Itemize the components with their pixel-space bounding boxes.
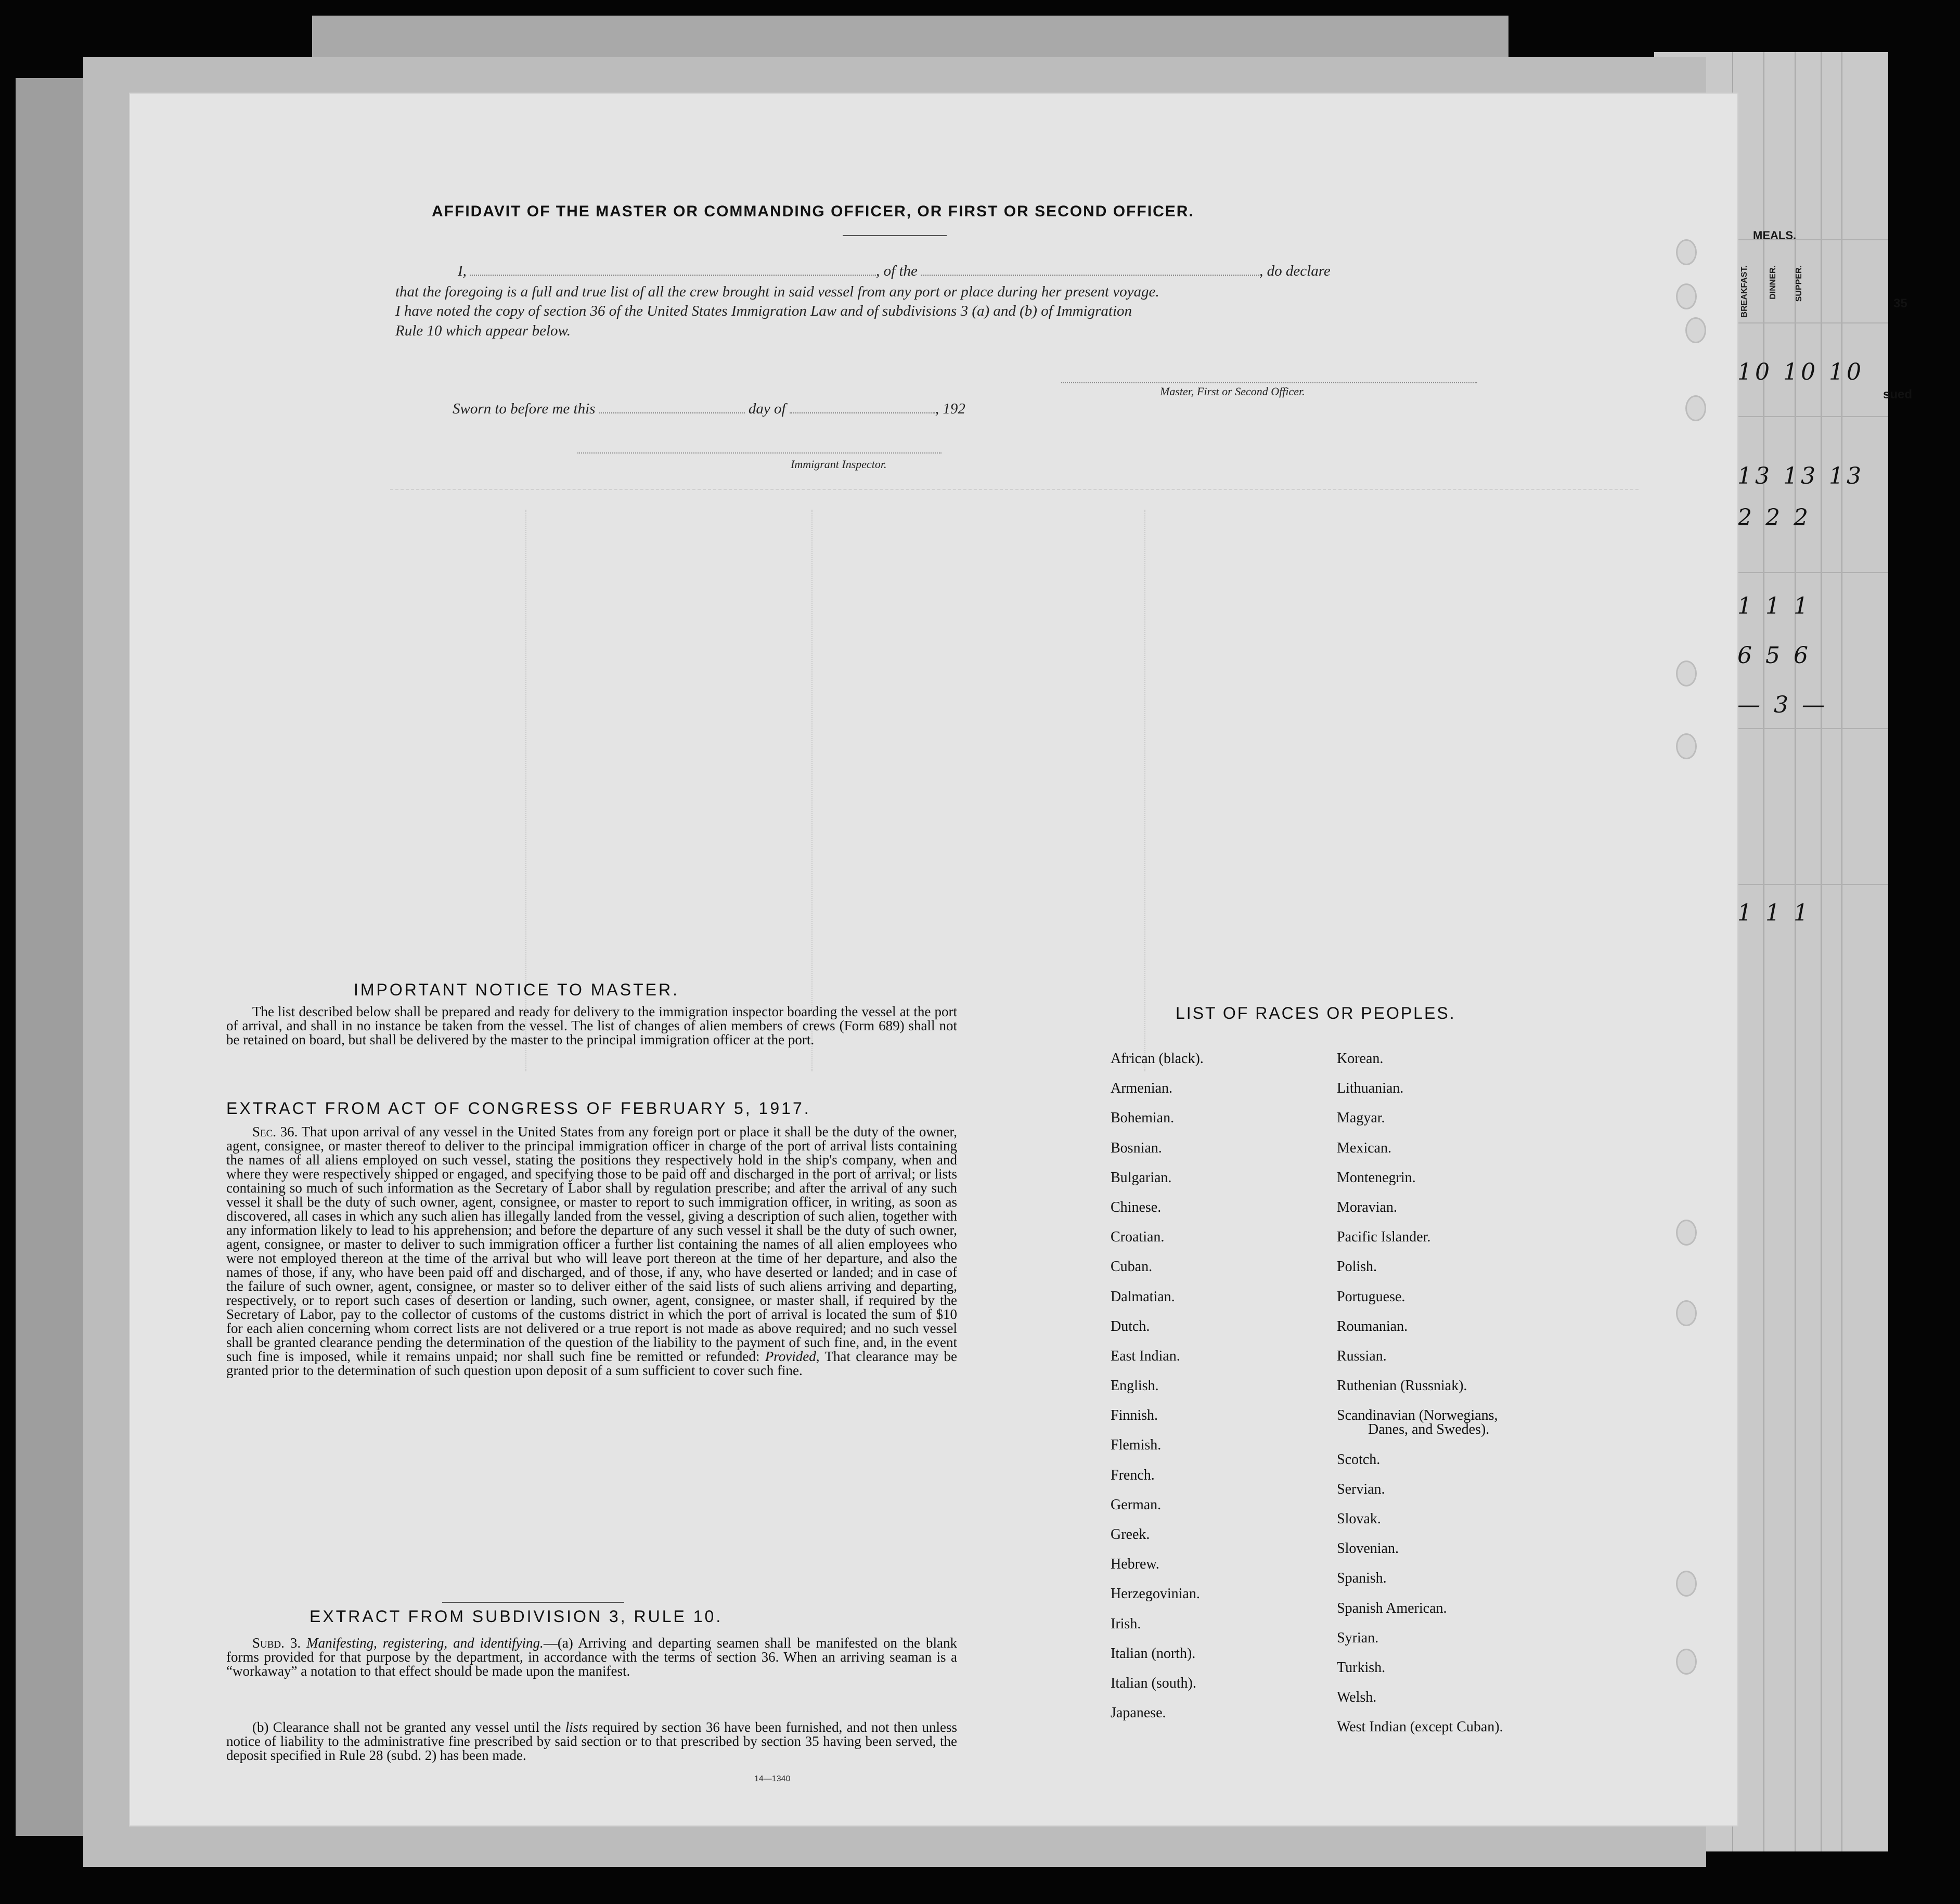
section-label: Sec. 36.	[252, 1124, 298, 1139]
inspector-signature-line[interactable]	[577, 452, 942, 454]
form-number: 14—1340	[754, 1775, 791, 1783]
master-caption: Master, First or Second Officer.	[1160, 385, 1305, 398]
race-item: Montenegrin.	[1337, 1169, 1416, 1186]
race-item: Finnish.	[1111, 1407, 1158, 1424]
meals-col-dinner: DINNER.	[1769, 265, 1777, 300]
inspector-caption: Immigrant Inspector.	[791, 458, 887, 471]
notice-text: The list described below shall be prepared and ready for delivery to the immigration inspector boarding the vessel at the port of arrival, and shall in no instance be taken from the vessel. The list of changes of alien members of crews (Form 689) shall not be retained on board, but shall be delivered by the master to the principal immigration officer at the port.	[226, 1004, 957, 1047]
meals-title: MEALS.	[1753, 229, 1797, 242]
affidavit-line-4: Rule 10 which appear below.	[395, 322, 571, 339]
race-item: Spanish American.	[1337, 1600, 1447, 1616]
race-item: Flemish.	[1111, 1437, 1162, 1454]
provided-word: Provided,	[765, 1349, 820, 1364]
name-blank[interactable]	[470, 263, 876, 276]
race-item: Cuban.	[1111, 1259, 1153, 1275]
race-item: Portuguese.	[1337, 1288, 1405, 1305]
race-item: Syrian.	[1337, 1629, 1379, 1646]
punch-hole	[1676, 239, 1697, 265]
divider	[442, 1602, 624, 1603]
meal-row: 10 10 10	[1737, 359, 1864, 385]
text: required by section 36 have been furnished, and not then unless notice of liability to the administrative fine prescribed by said section or to that prescribed by section 35 having been served, the deposit specified in Rule 28 (subd. 2) has been made.	[226, 1719, 958, 1763]
race-item: Russian.	[1337, 1348, 1387, 1364]
affidavit-line-2: that the foregoing is a full and true list of all the crew brought in said vessel from any port or place during her present voyage.	[395, 283, 1159, 300]
race-item: Chinese.	[1111, 1199, 1162, 1215]
race-item: Bosnian.	[1111, 1139, 1162, 1156]
punch-hole	[1676, 1300, 1697, 1326]
race-item: Ruthenian (Russniak).	[1337, 1378, 1467, 1394]
affidavit-line-3: I have noted the copy of section 36 of the United States Immigration Law and of subdivisions 3 (a) and (b) of Immigration	[395, 303, 1132, 319]
affidavit-line-1	[458, 263, 1331, 280]
race-item: Hebrew.	[1111, 1556, 1159, 1573]
punch-hole	[1676, 733, 1697, 759]
race-item: English.	[1111, 1378, 1159, 1394]
race-item: German.	[1111, 1496, 1162, 1513]
race-item: Korean.	[1337, 1051, 1384, 1067]
sworn-day-blank[interactable]	[599, 401, 745, 413]
race-item: West Indian (except Cuban).	[1337, 1719, 1503, 1735]
punch-hole	[1676, 1649, 1697, 1675]
subdivision-title: Manifesting, registering, and identifying.	[306, 1635, 544, 1651]
meal-row: 6 5 6	[1737, 642, 1811, 669]
punch-hole	[1676, 283, 1697, 309]
rule-extract-title: EXTRACT FROM SUBDIVISION 3, RULE 10.	[310, 1607, 723, 1626]
punch-hole	[1685, 395, 1706, 421]
meal-row: 1 1 1	[1737, 593, 1811, 619]
race-item: Herzegovinian.	[1111, 1586, 1200, 1602]
affidavit-page	[130, 94, 1737, 1825]
races-title: LIST OF RACES OR PEOPLES.	[1176, 1004, 1456, 1022]
race-item: Pacific Islander.	[1337, 1229, 1431, 1246]
race-item: East Indian.	[1111, 1348, 1180, 1364]
race-item: Greek.	[1111, 1526, 1150, 1543]
races-column-2	[1337, 1051, 1503, 1749]
text: , do declare	[1259, 263, 1331, 279]
meals-col-supper: SUPPER.	[1795, 265, 1803, 302]
race-item: Slovak.	[1337, 1511, 1381, 1527]
meal-row: 1 1 1	[1737, 900, 1811, 926]
race-item: French.	[1111, 1467, 1155, 1483]
rule-extract-text-b	[226, 1720, 957, 1763]
divider	[843, 235, 947, 236]
lists-word: lists	[565, 1719, 588, 1735]
race-item: Irish.	[1111, 1615, 1141, 1632]
text: That clearance may be granted prior to the determination of such question upon deposit of a sum sufficient to cover such fine.	[226, 1349, 958, 1378]
race-item: Turkish.	[1337, 1659, 1386, 1676]
sworn-line	[453, 400, 965, 418]
race-item: Dutch.	[1111, 1318, 1150, 1335]
punch-hole	[1676, 1220, 1697, 1246]
text: (b) Clearance shall not be granted any vessel until the	[252, 1719, 561, 1735]
race-item: Polish.	[1337, 1259, 1377, 1275]
race-item: Italian (south).	[1111, 1675, 1196, 1691]
race-item: Dalmatian.	[1111, 1288, 1175, 1305]
meal-row: — 3 —	[1737, 692, 1828, 718]
vessel-blank[interactable]	[921, 263, 1259, 276]
race-item: Slovenian.	[1337, 1540, 1399, 1557]
races-column-1	[1111, 1051, 1204, 1734]
race-item: African (black).	[1111, 1051, 1204, 1067]
act-extract-text	[226, 1125, 957, 1378]
race-item: Magyar.	[1337, 1110, 1385, 1126]
notice-title: IMPORTANT NOTICE TO MASTER.	[354, 980, 679, 999]
race-item: Scandinavian (Norwegians,	[1337, 1407, 1498, 1424]
master-signature-line[interactable]	[1061, 382, 1477, 383]
ghost-rows	[390, 489, 1639, 1061]
race-item: Moravian.	[1337, 1199, 1397, 1215]
subdivision-label: Subd. 3.	[252, 1635, 301, 1651]
text: Sworn to before me this	[453, 400, 596, 417]
race-item: Danes, and Swedes).	[1368, 1421, 1490, 1438]
race-item: Bohemian.	[1111, 1110, 1175, 1126]
text: I,	[458, 263, 467, 279]
rule-extract-text-a	[226, 1636, 957, 1678]
affidavit-title: AFFIDAVIT OF THE MASTER OR COMMANDING OFFICER, OR FIRST OR SECOND OFFICER.	[432, 203, 1194, 220]
text: That upon arrival of any vessel in the United States from any foreign port or place it shall be the duty of the owner, agent, consignee, or master thereof to deliver to the principal immigration officer in charge of the port of arrival lists containing the names of all aliens employed on such vessel, stating the positions they respectively hold in the ship's company, when and where they were respectively shipped or engaged, and specifying those to be paid off and discharged in the port of arrival; or lists containing so much of such information as the Secretary of Labor shall by regulation prescribe; and after the arrival of any such vessel it shall be the duty of such owner, agent, consignee, or master to report to such immigration officer, in writing, as soon as discovered, all cases in which any such alien has illegally landed from the vessel, giving a description of such alien, together with any information likely to lead to his apprehension; and before the departure of any such vessel it shall be the duty of such owner, agent, consignee, or master to deliver to such immigration officer a further list containing the names of all alien employees who were not employed thereon at the time of the arrival but who will leave port thereon at the time of her departure, and also the names of those, if any, who have been paid off and discharged, and of those, if any, who have deserted or landed; and in case of the failure of such owner, agent, consignee, or master so to deliver either of the said lists of such aliens arriving and departing, respectively, or to report such cases of desertion or landing, such owner, agent, consignee, or master shall, if required by the Secretary of Labor, pay to the collector of customs of the customs district in which the port of arrival is located the sum of $10 for each alien concerning whom correct lists are not delivered or a true report is not made as above required; and no such vessel shall be granted clearance pending the determination of the question of the liability to the payment of such fine, and, in the event such fine is imposed, while it remains unpaid; nor shall such fine be remitted or refunded:	[226, 1124, 958, 1364]
punch-hole	[1676, 660, 1697, 687]
meals-col-breakfast: BREAKFAST.	[1740, 265, 1749, 318]
meal-row: 2 2 2	[1737, 504, 1811, 531]
race-item: Armenian.	[1111, 1080, 1172, 1097]
race-item: Bulgarian.	[1111, 1169, 1172, 1186]
text: , of the	[876, 263, 918, 279]
text: —(a) Arriving and departing seamen shall be manifested on the blank forms provided for that purpose by the department, in accordance with the terms of section 36. When an arriving seaman is a “workaway” a notation to that effect should be made upon the manifest.	[226, 1635, 957, 1679]
text: day of	[748, 400, 786, 417]
race-item: Spanish.	[1337, 1570, 1387, 1587]
race-item: Welsh.	[1337, 1689, 1377, 1706]
punch-hole	[1676, 1571, 1697, 1597]
race-item: Croatian.	[1111, 1229, 1165, 1246]
race-item: Lithuanian.	[1337, 1080, 1404, 1097]
side-issued: sued	[1883, 387, 1913, 401]
race-item: Japanese.	[1111, 1705, 1166, 1721]
race-item: Roumanian.	[1337, 1318, 1408, 1335]
race-item: Italian (north).	[1111, 1645, 1196, 1662]
sworn-month-blank[interactable]	[790, 401, 935, 413]
race-item: Mexican.	[1337, 1139, 1391, 1156]
act-extract-title: EXTRACT FROM ACT OF CONGRESS OF FEBRUARY 5, 1917.	[226, 1099, 811, 1118]
race-item: Scotch.	[1337, 1451, 1381, 1468]
meal-row: 13 13 13	[1737, 463, 1864, 489]
text: , 192	[935, 400, 965, 417]
side-number: 35	[1893, 296, 1907, 310]
race-item: Servian.	[1337, 1481, 1385, 1497]
punch-hole	[1685, 317, 1706, 343]
